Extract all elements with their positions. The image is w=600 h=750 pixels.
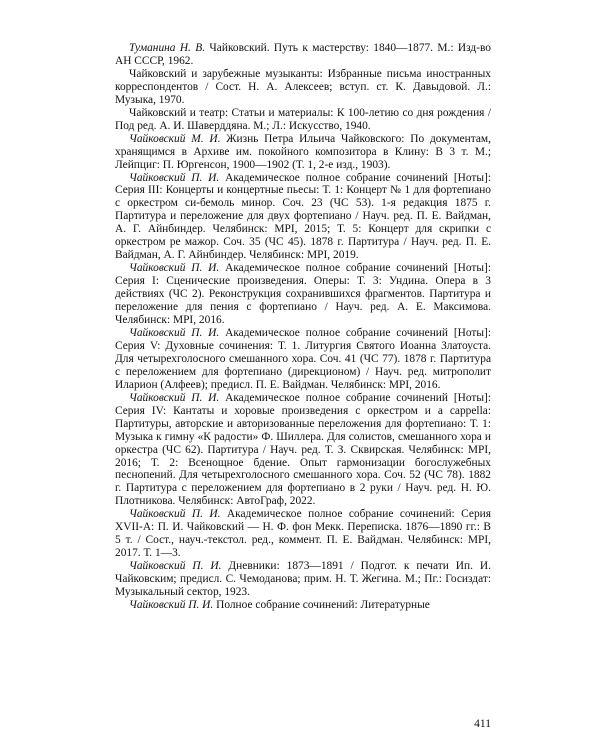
entry-author: Чайковский П. И. — [129, 326, 220, 339]
bibliography-entry — [115, 560, 491, 599]
entry-author: Чайковский П. И. — [129, 508, 221, 521]
page-number: 411 — [474, 718, 491, 730]
entry-author: Чайковский П. И. — [129, 598, 214, 611]
bibliography-list — [115, 42, 491, 612]
entry-text: Жизнь Петра Ильича Чайковского: По документам, хранящимся в Архиве им. покойного композитора в Клину: В 3 т. М.; Лейпциг: П. Юргенсон, 1900—1902 (Т. 1, 2-е изд., 1903). — [115, 132, 491, 171]
bibliography-entry — [115, 327, 491, 392]
entry-text: Академическое полное собрание сочинений [Ноты]: Серия IV: Кантаты и хоровые произведения с оркестром и a cappella: Партитуры, авторские и авторизованные переложения для фортепиано: Т. 1: Музыка к гимну «К радости» Ф. Шиллера. Для солистов, смешанного хора и оркестра (ЧС 62). Партитура / Науч. ред. Т. З. Сквирская. Челябинск: MPI, 2016; Т. 2: Всенощное бдение. Опыт гармонизации богослужебных песнопений. Для четырехголосного смешанного хора. Соч. 52 (ЧС 78). 1882 г. Партитура с переложением для фортепиано в 2 руки / Науч. ред. Н. Ю. Плотникова. Челябинск: АвтоГраф, 2022. — [115, 391, 491, 508]
bibliography-entry — [115, 172, 491, 263]
entry-text: Полное собрание сочинений: Литературные — [213, 598, 430, 611]
entry-text: Дневники: 1873—1891 / Подгот. к печати Ип. И. Чайковским; предисл. С. Чемоданова; прим. Н. Т. Жегина. М.; Пг.: Госиздат: Музыкальный сектор, 1923. — [115, 560, 491, 599]
bibliography-entry — [115, 68, 491, 107]
bibliography-entry — [115, 262, 491, 327]
entry-author: Чайковский М. И. — [129, 132, 221, 145]
entry-text: Академическое полное собрание сочинений [Ноты]: Серия III: Концерты и концертные пьесы: Т. 1: Концерт № 1 для фортепиано с оркестром си-бемоль минор. Соч. 23 (ЧС 53). 1-я редакция 1875 г. Партитура и переложение для двух фортепиано / Науч. ред. П. Е. Вайдман, А. Г. Айнбиндер. Челябинск: MPI, 2015; Т. 5: Концерт для скрипки с оркестром ре мажор. Соч. 35 (ЧС 45). 1878 г. Партитура / Науч. ред. П. Е. Вайдман, А. Г. Айнбиндер. Челябинск: MPI, 2019. — [115, 171, 491, 262]
bibliography-entry — [115, 508, 491, 560]
entry-author: Чайковский П. И. — [129, 171, 220, 184]
entry-text: Чайковский и театр: Статьи и материалы: К 100-летию со дня рождения / Под ред. А. И. Шаверддяна. М.; Л.: Искусство, 1940. — [115, 106, 491, 132]
entry-text: Академическое полное собрание сочинений [Ноты]: Серия V: Духовные сочинения: Т. 1. Литургия Святого Иоанна Златоуста. Для четырехголосного смешанного хора. Соч. 41 (ЧС 77). 1878 г. Партитура с переложением для фортепиано (дирекционом) / Науч. ред. митрополит Иларион (Алфеев); предисл. П. Е. Вайдман. Челябинск: MPI, 2016. — [115, 326, 491, 391]
entry-author: Туманина Н. В. — [129, 42, 206, 54]
entry-text: Академическое полное собрание сочинений [Ноты]: Серия I: Сценические произведения. Оперы: Т. 3: Ундина. Опера в 3 действиях (ЧС 2). Реконструкция сохранившихся фрагментов. Партитура и переложение для пения с фортепиано / Науч. ред. А. Е. Максимова. Челябинск: MPI, 2016. — [115, 262, 491, 327]
bibliography-entry — [115, 599, 491, 612]
entry-author: Чайковский П. И. — [129, 560, 222, 573]
bibliography-entry — [115, 133, 491, 172]
entry-text: Чайковский. Путь к мастерству: 1840—1877. М.: Изд-во АН СССР, 1962. — [115, 42, 491, 67]
entry-text: Академическое полное собрание сочинений: Серия XVII-A: П. И. Чайковский — Н. Ф. фон Мекк. Переписка. 1876—1890 гг.: В 5 т. / Сост., науч.-текстол. ред., коммент. П. Е. Вайдман. Челябинск: MPI, 2017. Т. 1—3. — [115, 508, 491, 560]
bibliography-entry — [115, 107, 491, 133]
bibliography-entry — [115, 42, 491, 68]
entry-author: Чайковский П. И. — [129, 391, 220, 404]
bibliography-entry — [115, 392, 491, 509]
entry-text: Чайковский и зарубежные музыканты: Избранные письма иностранных корреспондентов / Сост. Н. А. Алексеев; вступ. ст. К. Давыдовой. Л.: Музыка, 1970. — [115, 67, 491, 106]
entry-author: Чайковский П. И. — [129, 262, 220, 275]
